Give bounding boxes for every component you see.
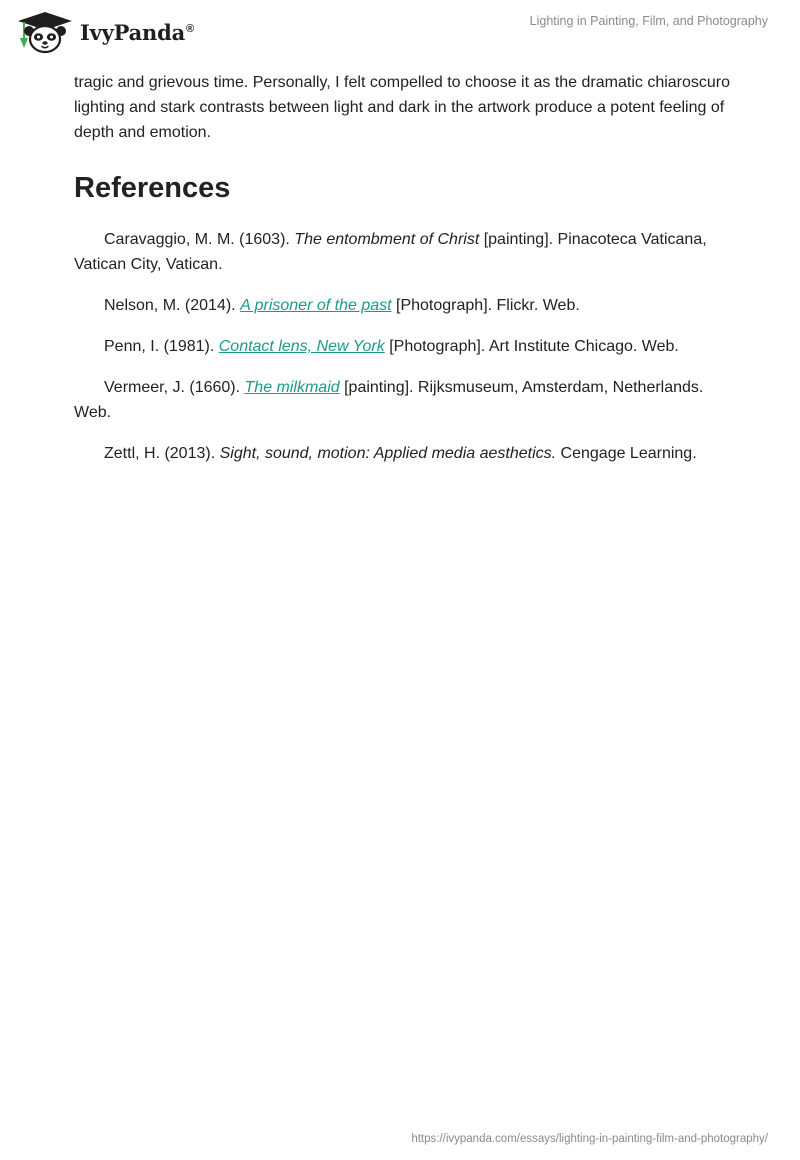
page-header [0,0,800,64]
reference-title-link[interactable]: Contact lens, New York [218,338,385,355]
reference-item [74,334,744,359]
reference-title-link[interactable]: A prisoner of the past [240,297,392,314]
reference-item [74,293,744,318]
reference-title: Sight, sound, motion: Applied media aesthetics. [219,445,557,462]
reference-authors: Zettl, H. (2013). [104,445,220,462]
brand-name: IvyPanda® [80,19,194,45]
panda-graduation-cap-icon [16,10,74,54]
intro-paragraph: tragic and grievous time. Personally, I felt compelled to choose it as the dramatic chiaroscuro lighting and stark contrasts between light and dark in the artwork produce a potent feeling of depth and emotion. [74,74,731,141]
footer-url: https://ivypanda.com/essays/lighting-in-painting-film-and-photography/ [411,1133,768,1145]
reference-source: [painting]. Pinacoteca Vaticana, Vatican City, Vatican. [74,231,707,273]
reference-authors: Penn, I. (1981). [104,338,219,355]
reference-title-link[interactable]: The milkmaid [244,379,340,396]
document-body [74,70,744,482]
reference-source: Cengage Learning. [556,445,697,462]
reference-authors: Caravaggio, M. M. (1603). [104,231,295,248]
document-title: Lighting in Painting, Film, and Photography [529,14,768,28]
reference-authors: Vermeer, J. (1660). [104,379,245,396]
reference-item [74,375,744,425]
reference-authors: Nelson, M. (2014). [104,297,241,314]
reference-list [74,227,744,466]
ivypanda-logo[interactable] [16,8,194,56]
registered-mark: ® [186,22,194,35]
reference-source: [Photograph]. Art Institute Chicago. Web. [384,338,679,355]
reference-source: [painting]. Rijksmuseum, Amsterdam, Netherlands. Web. [74,379,704,421]
reference-item [74,441,744,466]
reference-source: [Photograph]. Flickr. Web. [391,297,580,314]
reference-item [74,227,744,277]
reference-title: The entombment of Christ [294,231,480,248]
references-heading: References [74,172,231,204]
